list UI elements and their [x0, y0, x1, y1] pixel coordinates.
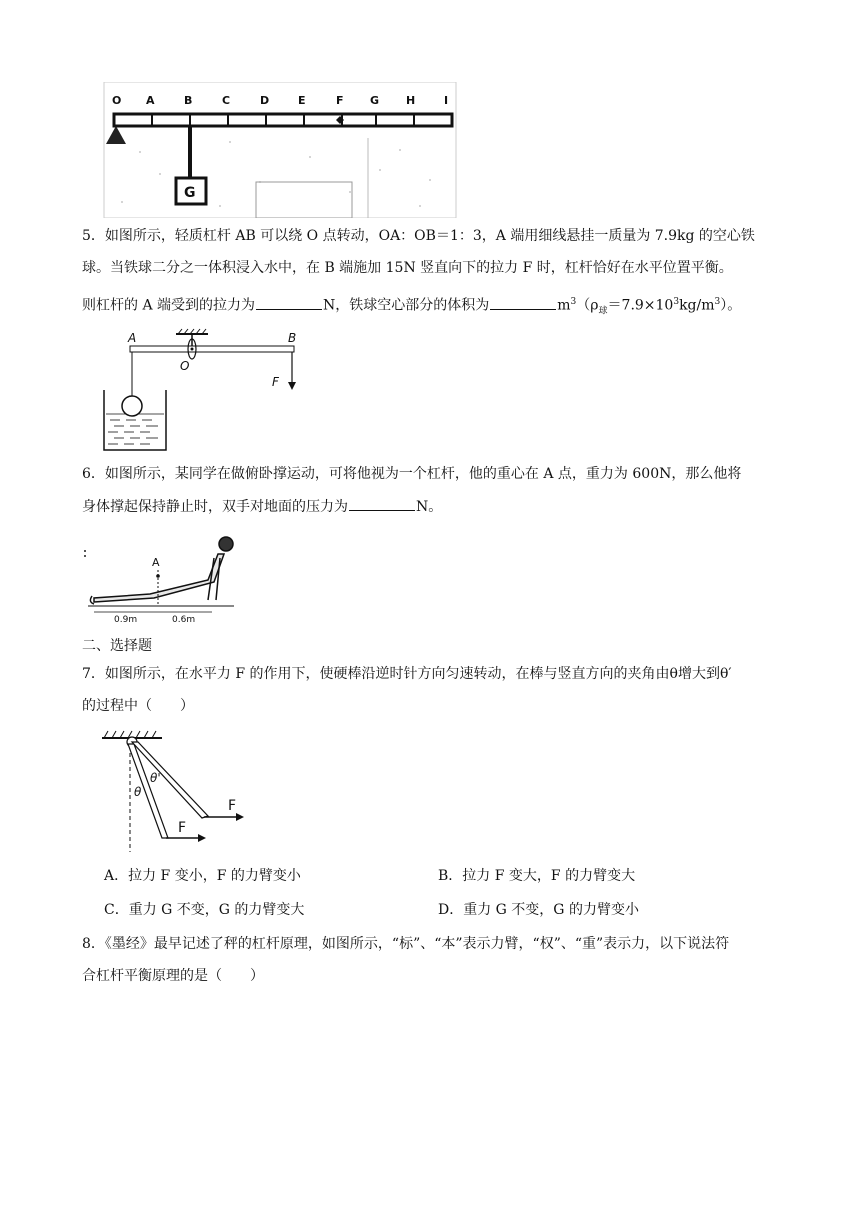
q6-label-a: A: [152, 556, 160, 569]
q5-sub1: 球: [598, 306, 608, 317]
q5-text3f: kg/m: [679, 297, 715, 314]
q5-sup3: 3: [714, 297, 721, 307]
lever-bar: [114, 114, 452, 126]
q6-pushup-figure: [84, 528, 244, 624]
q5-label-f: F: [272, 375, 279, 389]
q5-text3g: ）。: [720, 297, 742, 314]
q8-line1: [82, 934, 729, 954]
lever-grid-figure: [100, 82, 462, 218]
grid-label-h: H: [406, 94, 416, 107]
q6-left-dim: 0.9m: [114, 615, 138, 624]
q6-line1: [82, 464, 741, 484]
q7-label-theta: θ: [134, 785, 142, 799]
q5-answer-blank-2[interactable]: [490, 295, 556, 310]
q7-label-f-upper: F: [228, 798, 237, 814]
q5-text3b: N，铁球空心部分的体积为: [323, 297, 490, 314]
q6-text2b: N。: [416, 499, 443, 515]
q6-text2a: 身体撑起保持静止时，双手对地面的压力为: [82, 499, 348, 515]
section-title-choice: 二、选择题: [82, 638, 152, 654]
q5-label-a: A: [128, 331, 137, 345]
q7-label-theta-prime: θ': [150, 771, 161, 785]
q5-label-o: O: [180, 359, 190, 373]
q6-answer-blank[interactable]: [349, 496, 415, 511]
q8-text1: ．《墨经》最早记述了秤的杠杆原理，如图所示，“标”、“本”表示力臂，“权”、“重”表示力，以下说法符: [90, 936, 730, 952]
q7-label-f-lower: F: [178, 820, 187, 836]
q7-line2: 的过程中（ ）: [82, 698, 194, 714]
q7-text1: ．如图所示，在水平力 F 的作用下，使硬棒沿逆时针方向匀速转动，在棒与竖直方向的夹角由θ增大到θ′: [90, 666, 732, 682]
q6-number: 6: [82, 466, 91, 482]
q5-sup2: 3: [673, 297, 680, 307]
q5-sup1: 3: [570, 297, 577, 307]
q7-option-c[interactable]: C．重力 G 不变，G 的力臂变大: [104, 902, 305, 918]
q5-lever-ball-figure: [96, 326, 316, 454]
q5-iron-ball: [122, 396, 142, 416]
q5-text3d: （ρ: [576, 297, 599, 314]
q7-option-b[interactable]: B．拉力 F 变大，F 的力臂变大: [438, 868, 636, 884]
q5-text3c: m: [557, 297, 571, 314]
q5-label-b: B: [288, 331, 297, 345]
q5-line3: [82, 292, 741, 321]
q7-option-a[interactable]: A．拉力 F 变小，F 的力臂变小: [104, 868, 301, 884]
q5-text3a: 则杠杆的 A 端受到的拉力为: [82, 297, 256, 314]
grid-label-a: A: [146, 94, 155, 107]
q6-right-dim: 0.6m: [172, 615, 196, 624]
grid-label-b: B: [184, 94, 193, 107]
grid-label-i: I: [444, 94, 449, 107]
q8-number: 8: [82, 936, 91, 952]
q5-number: 5: [82, 228, 91, 244]
q7-number: 7: [82, 666, 91, 682]
grid-label-o: O: [112, 94, 122, 107]
grid-label-g: G: [370, 94, 380, 107]
q7-rod-figure: [96, 728, 256, 854]
grid-label-f: F: [336, 94, 344, 107]
q6-text1: ．如图所示，某同学在做俯卧撑运动，可将他视为一个杠杆，他的重心在 A 点，重力为 600N，那么他将: [90, 466, 742, 482]
q5-text1: ．如图所示，轻质杠杆 AB 可以绕 O 点转动，OA：OB＝1：3，A 端用细线悬挂一质量为 7.9kg 的空心铁: [90, 228, 755, 244]
q6-person: [90, 537, 233, 604]
weight-label: G: [184, 185, 196, 201]
q8-line2: 合杠杆平衡原理的是（ ）: [82, 968, 264, 984]
q5-line2: 球。当铁球二分之一体积浸入水中，在 B 端施加 15N 竖直向下的拉力 F 时，杠杆恰好在水平位置平衡。: [82, 260, 733, 276]
grid-label-d: D: [260, 94, 270, 107]
grid-label-c: C: [222, 94, 231, 107]
grid-label-e: E: [298, 94, 306, 107]
q5-answer-blank-1[interactable]: [256, 295, 322, 310]
q5-line1: [82, 226, 755, 246]
q7-line1: [82, 664, 732, 684]
q5-text3e: ＝7.9×10: [607, 297, 674, 314]
q5-lever-bar: [130, 346, 294, 352]
q7-option-d[interactable]: D．重力 G 不变，G 的力臂变小: [438, 902, 639, 918]
q6-line2: [82, 496, 442, 517]
